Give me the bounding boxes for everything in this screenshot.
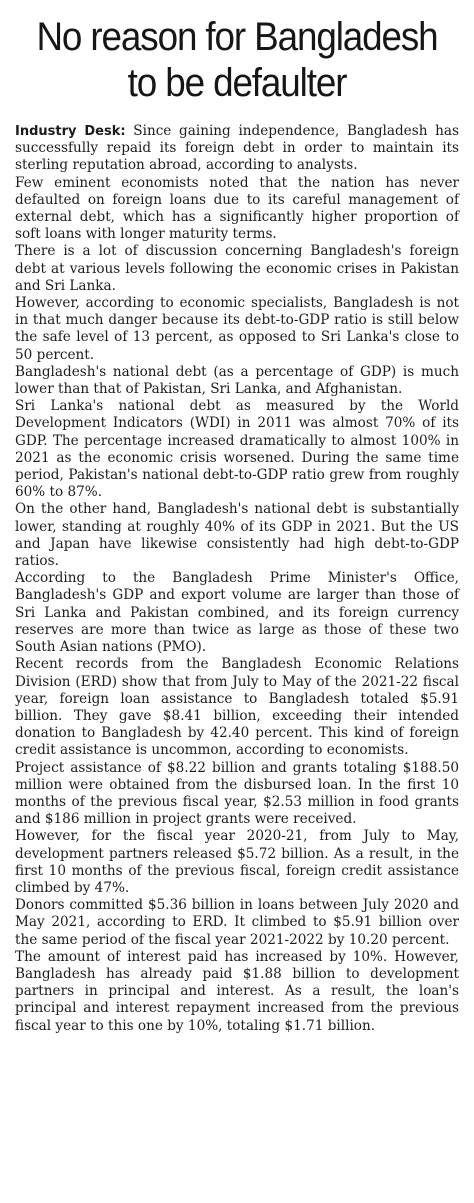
paragraph: Project assistance of $8.22 billion and grants totaling $188.50 million were obtained from the disbursed loan. In the first 10 months of the previous fiscal year, $2.53 million in food grants and $186 million in project grants were received. bbox=[15, 759, 459, 828]
byline: Industry Desk: bbox=[15, 124, 126, 139]
paragraph: However, for the fiscal year 2020-21, from July to May, development partners released $5.72 billion. As a result, in the first 10 months of the previous fiscal, foreign credit assistance climbed by 47%. bbox=[15, 828, 459, 896]
paragraph: Bangladesh's national debt (as a percentage of GDP) is much lower than that of Pakistan, Sri Lanka, and Afghanistan. bbox=[15, 363, 459, 398]
paragraph: Recent records from the Bangladesh Economic Relations Division (ERD) show that from July to May of the 2021-22 fiscal year, foreign loan assistance to Bangladesh totaled $5.91 billion. They gave $8.41 billion, exceeding their intended donation to Bangladesh by 42.40 percent. This kind of foreign credit assistance is uncommon, according to economists. bbox=[15, 656, 459, 759]
paragraph: According to the Bangladesh Prime Minister's Office, Bangladesh's GDP and export volume are larger than those of Sri Lanka and Pakistan combined, and its foreign currency reserves are more than twice as large as those of these two South Asian nations (PMO). bbox=[15, 570, 459, 656]
paragraph bbox=[15, 123, 459, 175]
headline: No reason for Bangladesh to be defaulter bbox=[36, 15, 438, 105]
paragraph: However, according to economic specialists, Bangladesh is not in that much danger because its debt-to-GDP ratio is still below the safe level of 13 percent, as opposed to Sri Lanka's close to 50 percent. bbox=[15, 295, 459, 363]
paragraph: There is a lot of discussion concerning Bangladesh's foreign debt at various levels following the economic crises in Pakistan and Sri Lanka. bbox=[15, 243, 459, 294]
paragraph-text: Since gaining independence, Bangladesh has successfully repaid its foreign debt in order to maintain its sterling reputation abroad, according to analysts. bbox=[15, 123, 459, 174]
paragraph: Few eminent economists noted that the nation has never defaulted on foreign loans due to its careful management of external debt, which has a significantly higher proportion of soft loans with longer maturity terms. bbox=[15, 174, 459, 243]
paragraph: Sri Lanka's national debt as measured by the World Development Indicators (WDI) in 2011 was almost 70% of its GDP. The percentage increased dramatically to almost 100% in 2021 as the economic crisis worsened. During the same time period, Pakistan's national debt-to-GDP ratio grew from roughly 60% to 87%. bbox=[15, 398, 459, 501]
paragraph: On the other hand, Bangladesh's national debt is substantially lower, standing at roughly 40% of its GDP in 2021. But the US and Japan have likewise consistently had high debt-to-GDP ratios. bbox=[15, 501, 459, 570]
article-body bbox=[15, 123, 459, 1035]
paragraph: The amount of interest paid has increased by 10%. However, Bangladesh has already paid $1.88 billion to development partners in principal and interest. As a result, the loan's principal and interest repayment increased from the previous fiscal year to this one by 10%, totaling $1.71 billion. bbox=[15, 948, 459, 1034]
paragraph: Donors committed $5.36 billion in loans between July 2020 and May 2021, according to ERD. It climbed to $5.91 billion over the same period of the fiscal year 2021-2022 by 10.20 percent. bbox=[15, 897, 459, 948]
